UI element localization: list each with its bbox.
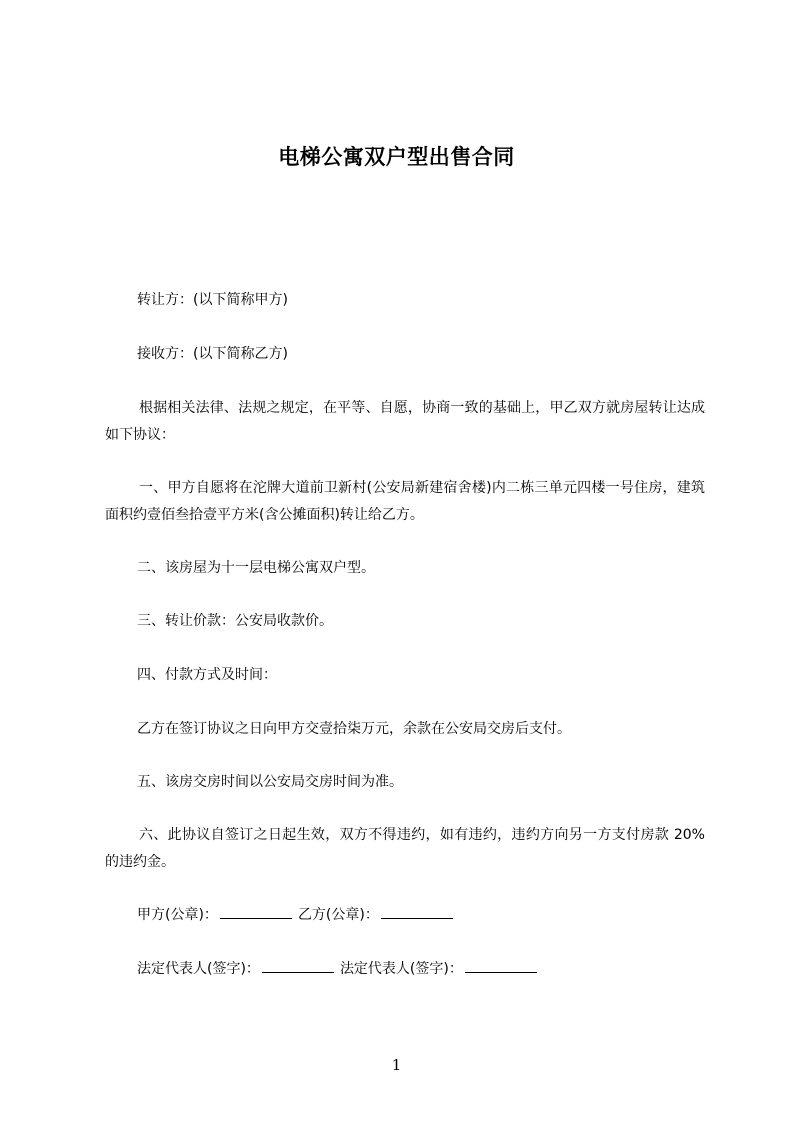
preamble-paragraph: 根据相关法律、法规之规定，在平等、自愿，协商一致的基础上，甲乙双方就房屋转让达成如下协议： <box>105 400 705 443</box>
transferor-line: 转让方：(以下简称甲方) <box>137 292 288 308</box>
clause-5: 五、该房交房时间以公安局交房时间为准。 <box>137 774 403 790</box>
party-b-rep-label: 法定代表人(签字)： <box>339 961 463 977</box>
party-b-seal-blank <box>381 904 453 919</box>
party-b-rep-blank <box>465 958 537 973</box>
representative-signature-line <box>137 956 705 983</box>
seal-signature-line <box>137 902 705 929</box>
clause-2: 二、该房屋为十一层电梯公寓双户型。 <box>137 560 375 576</box>
party-a-seal-blank <box>220 904 292 919</box>
party-a-rep-label: 法定代表人(签字)： <box>137 961 260 977</box>
party-a-seal-label: 甲方(公章)： <box>137 907 218 923</box>
clause-4: 四、付款方式及时间： <box>137 667 277 683</box>
party-b-seal-label: 乙方(公章)： <box>297 907 379 923</box>
party-a-rep-blank <box>262 958 334 973</box>
clause-3: 三、转让价款：公安局收款价。 <box>137 613 333 629</box>
page-number: 1 <box>391 1056 402 1074</box>
clause-6: 六、此协议自签订之日起生效，双方不得违约，如有违约，违约方向另一方支付房款 20%的违约金。 <box>105 827 705 870</box>
clause-1: 一、甲方自愿将在沱牌大道前卫新村(公安局新建宿舍楼)内二栋三单元四楼一号住房，建筑面积约壹佰叁拾壹平方米(含公摊面积)转让给乙方。 <box>105 480 705 523</box>
payment-detail: 乙方在签订协议之日向甲方交壹拾柒万元，余款在公安局交房后支付。 <box>137 721 571 737</box>
transferee-line: 接收方：(以下简称乙方) <box>137 346 288 362</box>
document-title: 电梯公寓双户型出售合同 <box>278 145 515 169</box>
